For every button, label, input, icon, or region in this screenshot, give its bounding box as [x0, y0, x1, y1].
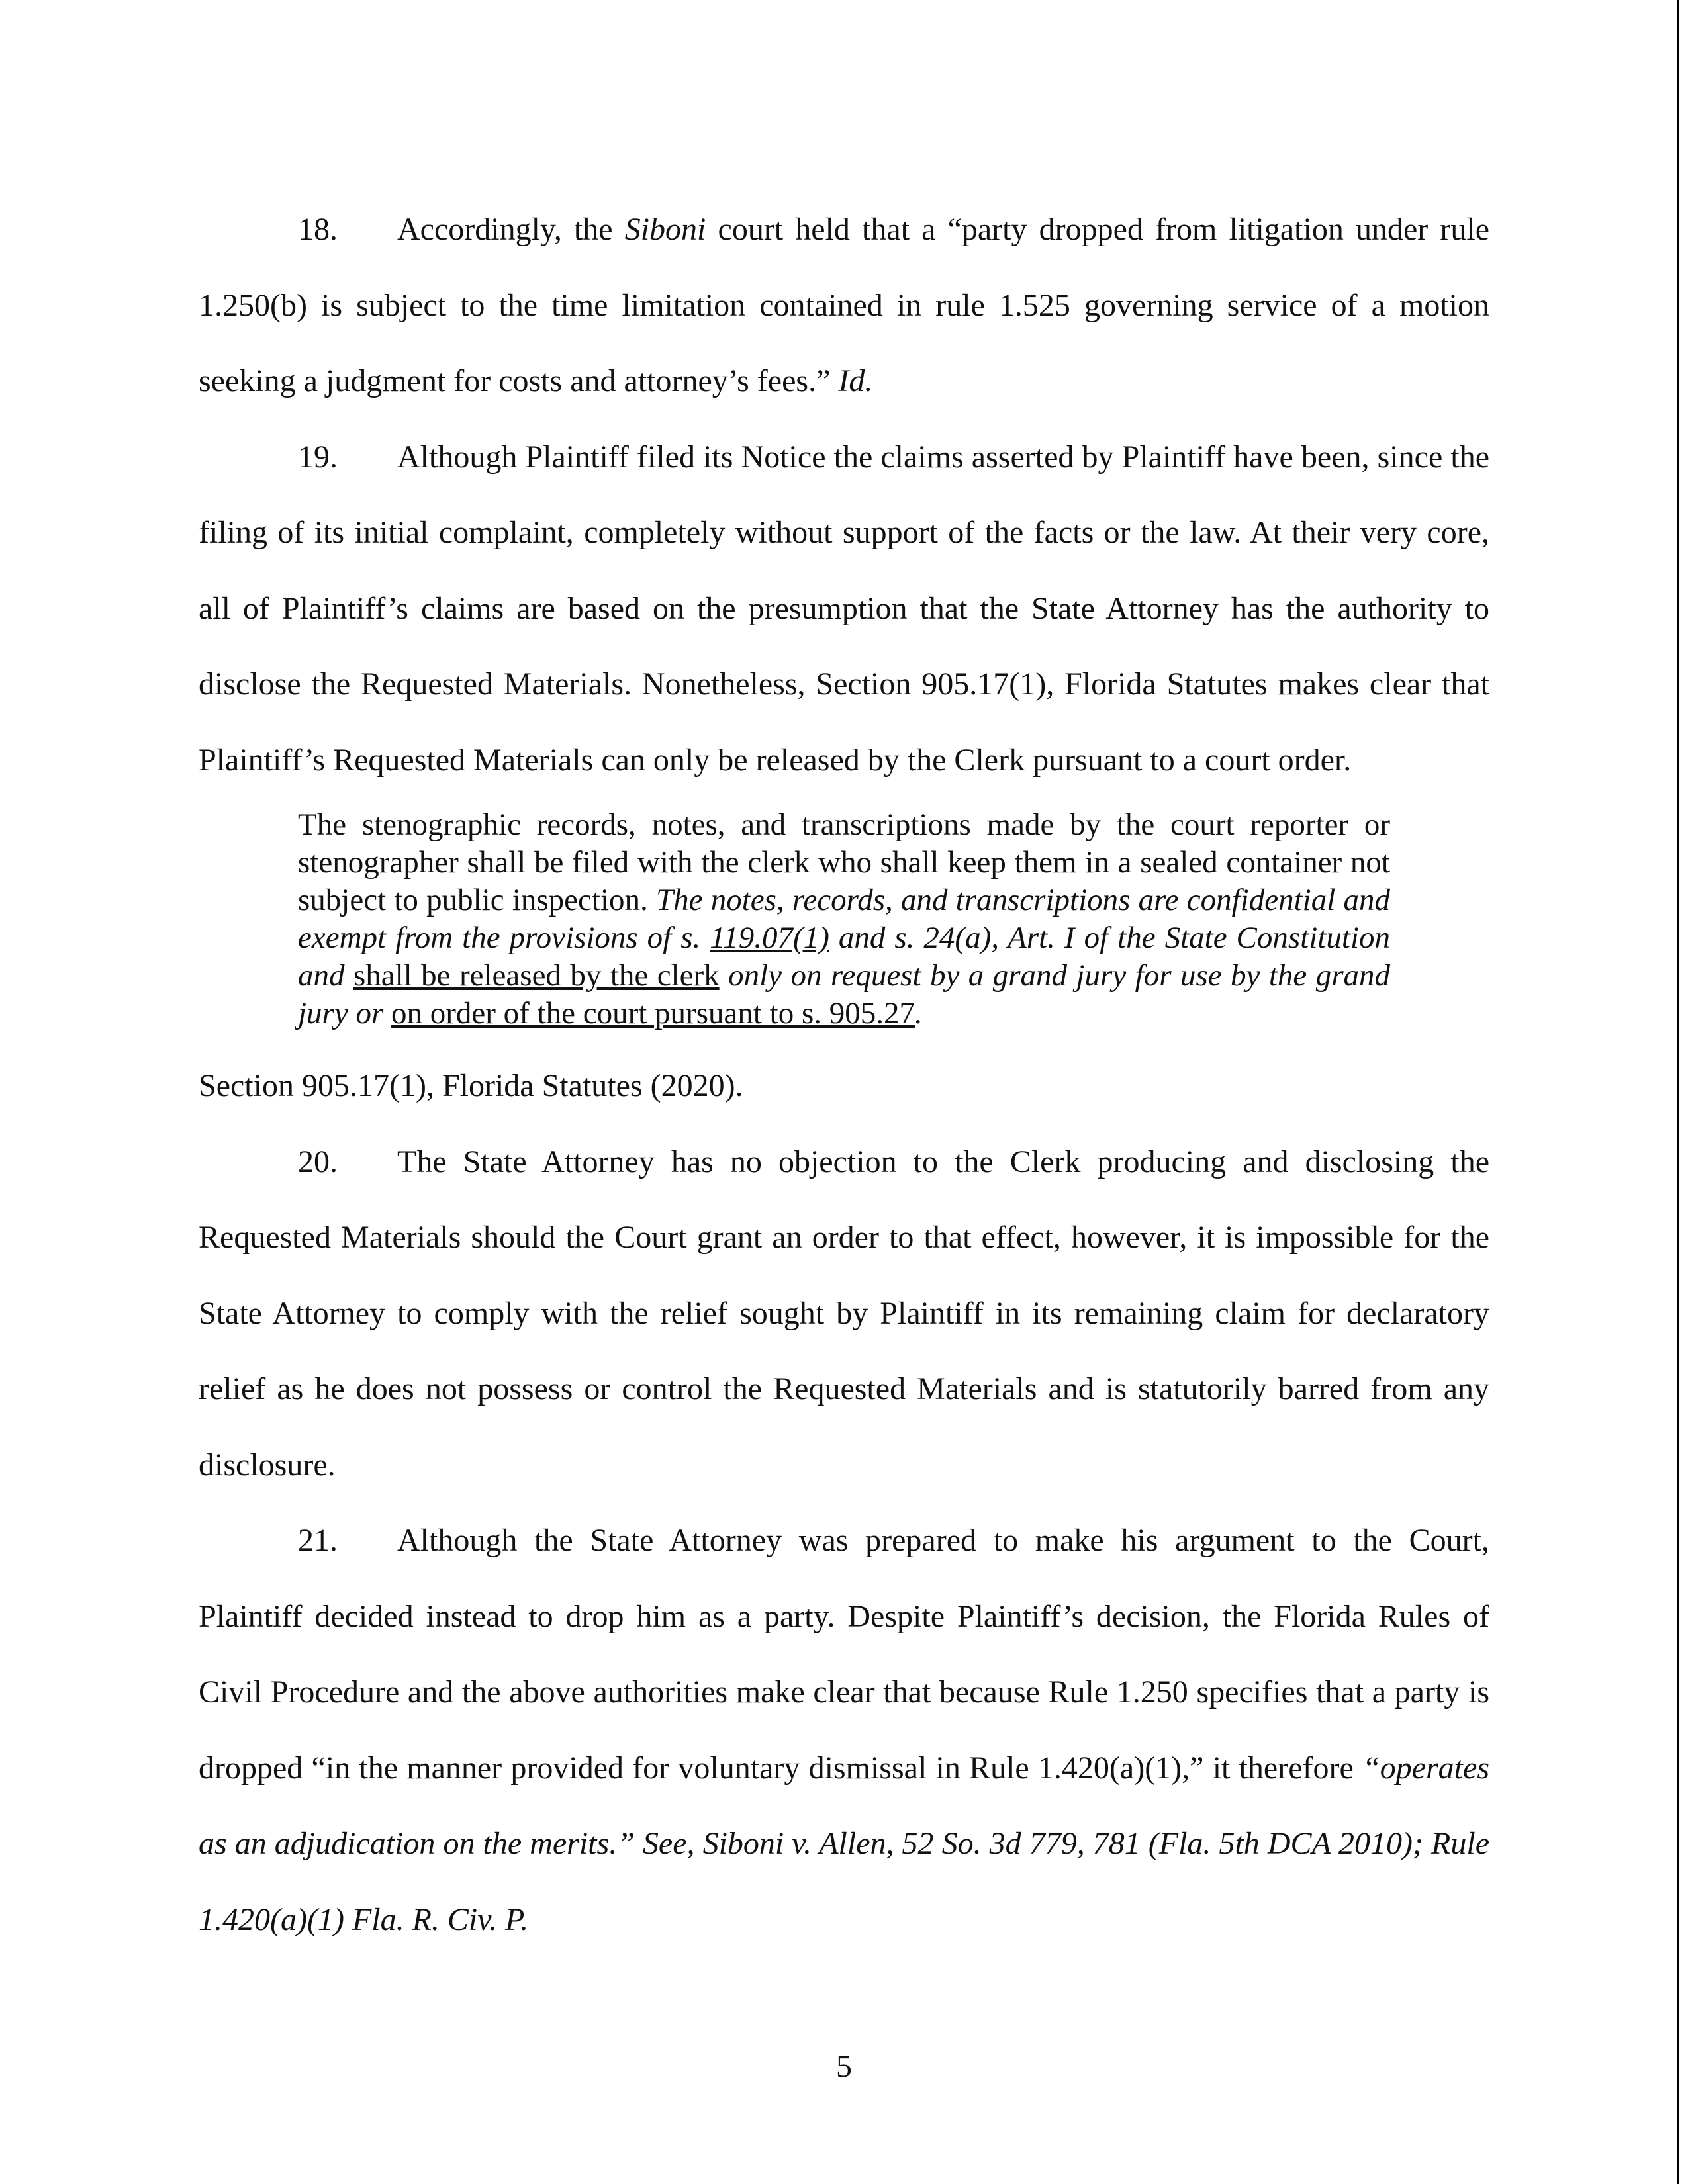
citation: Id.: [838, 363, 873, 398]
underlined-phrase: shall be released by the clerk: [353, 958, 720, 993]
quote-citation: Section 905.17(1), Florida Statutes (2020).: [199, 1068, 743, 1103]
paragraph-text: Accordingly, the: [397, 212, 625, 247]
quote-italic-text: only on request by a grand jury for use by the grand jury or: [298, 958, 1391, 1030]
paragraph-number: 18.: [298, 212, 338, 247]
quote-italic-text: The notes, records, and transcriptions are confidential and exempt from the provisions of s.: [298, 883, 1390, 955]
italic-citation: “operates as an adjudication on the merits.” See, Siboni v. Allen, 52 So. 3d 779, 781 (Fla. 5th DCA 2010); Rule 1.420(a)(1) Fla. R. Civ. P.: [199, 1750, 1489, 1937]
page-number: 5: [836, 2049, 852, 2084]
paragraph-20: [199, 1124, 1489, 1504]
paragraph-21: [199, 1503, 1489, 1958]
paragraph-19: [199, 420, 1489, 799]
page-edge-rule: [1677, 0, 1679, 2184]
quote-text: The stenographic records, notes, and transcriptions made by the court reporter or stenographer shall be filed with the clerk who shall keep them in a sealed container not subject to public inspection.: [298, 807, 1390, 917]
paragraph-text: Although Plaintiff filed its Notice the claims asserted by Plaintiff have been, since the filing of its initial complaint, completely without support of the facts or the law. At their very core, all of Plaintiff’s claims are based on the presumption that the State Attorney has the authority to disclose the Requested Materials. Nonetheless, Section 905.17(1), Florida Statutes makes clear that Plaintiff’s Requested Materials can only be released by the Clerk pursuant to a court order.: [199, 439, 1489, 778]
case-name: Siboni: [624, 212, 706, 247]
quote-italic-text: .: [915, 996, 923, 1030]
quote-italic-text: and s. 24(a), Art. I of the State Constitution and: [298, 921, 1390, 993]
paragraph-number: 19.: [298, 439, 338, 475]
paragraph-18: [199, 192, 1489, 420]
paragraph-number: 21.: [298, 1523, 338, 1558]
paragraph-text: The State Attorney has no objection to the Clerk producing and disclosing the Requested Materials should the Court grant an order to that effect, however, it is impossible for the State Attorney to comply with the relief sought by Plaintiff in its remaining claim for declaratory relief as he does not possess or control the Requested Materials and is statutorily barred from any disclosure.: [199, 1144, 1489, 1482]
statute-reference: 119.07(1): [710, 921, 829, 955]
paragraph-text: court held that a “party dropped from litigation under rule 1.250(b) is subject to the time limitation contained in rule 1.525 governing service of a motion seeking a judgment for costs and attorney’s fees.”: [199, 212, 1489, 398]
paragraph-number: 20.: [298, 1144, 338, 1179]
statute-block-quote: [298, 806, 1390, 1032]
underlined-phrase: on order of the court pursuant to s. 905.27: [391, 996, 915, 1030]
document-body: [199, 192, 1489, 1958]
paragraph-text: Although the State Attorney was prepared to make his argument to the Court, Plaintiff decided instead to drop him as a party. Despite Plaintiff’s decision, the Florida Rules of Civil Procedure and the above authorities make clear that because Rule 1.250 specifies that a party is dropped “in the manner provided for voluntary dismissal in Rule 1.420(a)(1),” it therefore: [199, 1523, 1489, 1786]
